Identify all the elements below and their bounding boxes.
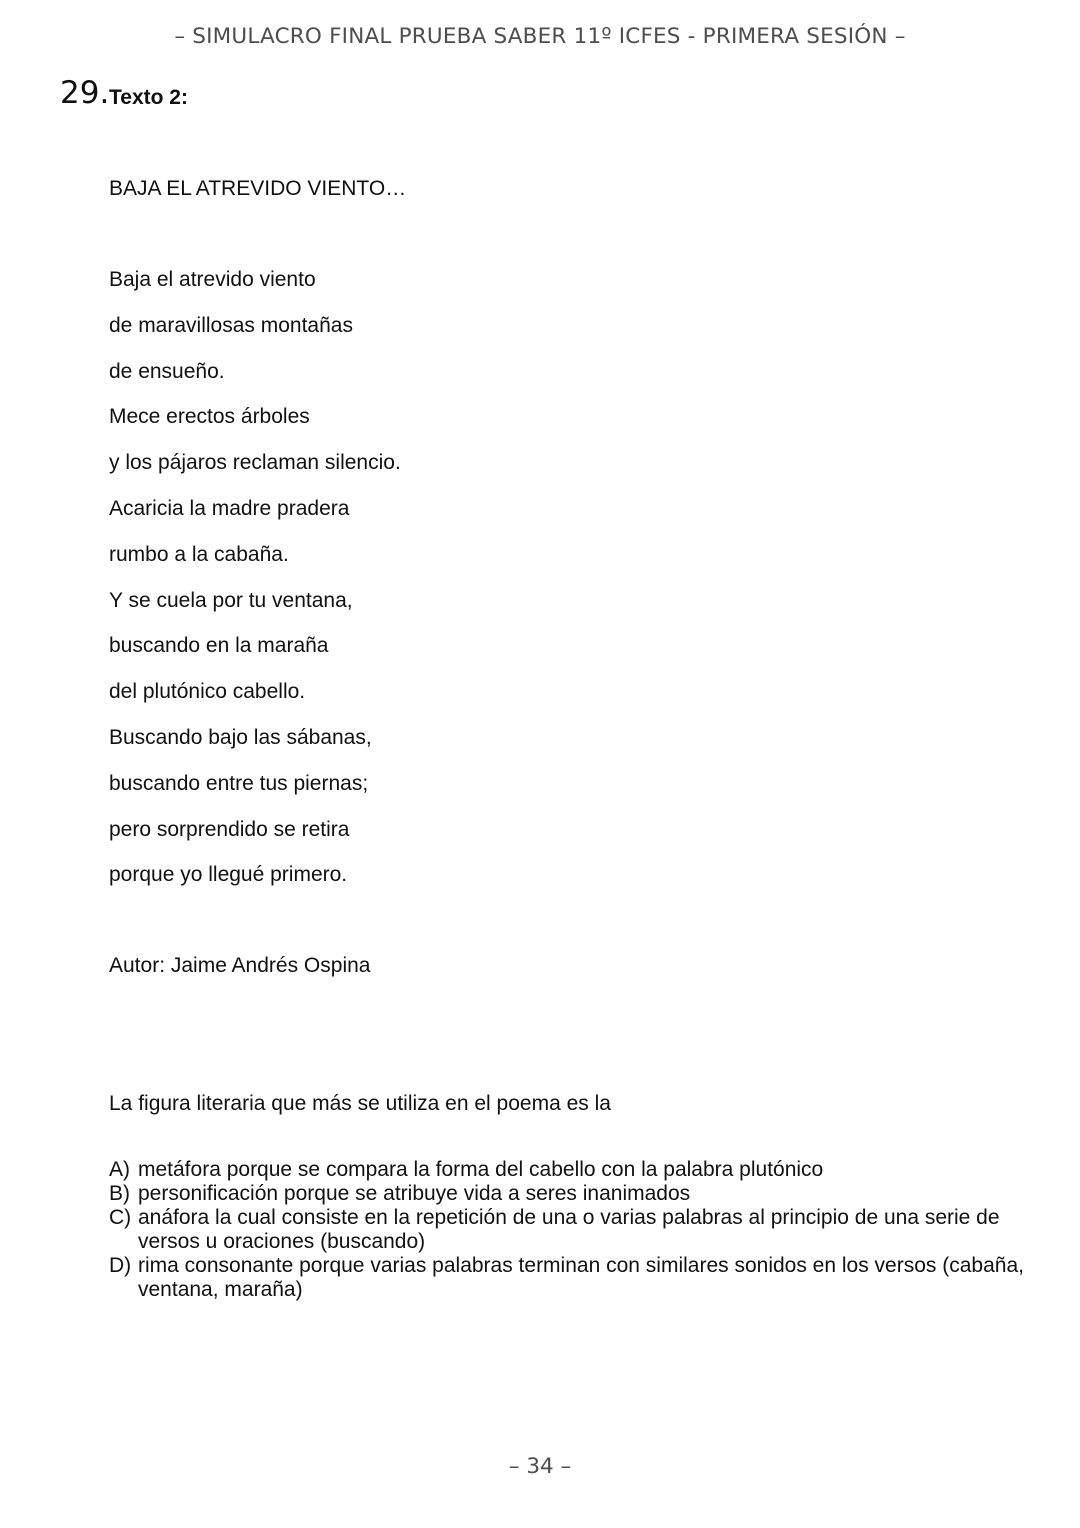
page-header: – SIMULACRO FINAL PRUEBA SABER 11º ICFES - PRIMERA SESIÓN – (174, 24, 906, 49)
poem-line: de maravillosas montañas (109, 313, 353, 337)
option-text: rima consonante porque varias palabras terminan con similares sonidos en los versos (cabaña, ventana, maraña) (138, 1254, 1024, 1301)
option-letter: B) (109, 1182, 130, 1205)
question-number: 29. (60, 75, 110, 111)
option-a[interactable] (109, 1158, 1029, 1182)
option-letter: C) (109, 1206, 132, 1229)
answer-options (109, 1158, 1029, 1302)
option-c[interactable] (109, 1206, 1029, 1254)
poem-line: Baja el atrevido viento (109, 268, 316, 291)
poem-line: Mece erectos árboles (109, 405, 310, 429)
poem-line: Y se cuela por tu ventana, (109, 588, 353, 612)
question-stem: La figura literaria que más se utiliza en el poema es la (109, 1092, 611, 1115)
poem-line: pero sorprendido se retira (109, 817, 350, 841)
poem-line: rumbo a la cabaña. (109, 542, 289, 566)
option-letter: A) (109, 1158, 130, 1181)
option-letter: D) (109, 1254, 132, 1277)
poem-author: Autor: Jaime Andrés Ospina (109, 954, 371, 977)
poem-line: Buscando bajo las sábanas, (109, 725, 372, 749)
page-number: – 34 – (508, 1454, 572, 1479)
poem-line: porque yo llegué primero. (109, 863, 348, 887)
text-label: Texto 2: (109, 86, 188, 109)
poem-line: del plutónico cabello. (109, 680, 306, 704)
poem-body (109, 268, 401, 909)
option-b[interactable] (109, 1182, 1029, 1206)
option-text: metáfora porque se compara la forma del cabello con la palabra plutónico (138, 1158, 824, 1181)
option-text: anáfora la cual consiste en la repetición de una o varias palabras al principio de una serie de versos u oraciones (buscando) (138, 1206, 1000, 1253)
poem-line: y los pájaros reclaman silencio. (109, 451, 401, 475)
option-text: personificación porque se atribuye vida a seres inanimados (138, 1182, 691, 1205)
poem-line: buscando entre tus piernas; (109, 771, 369, 795)
poem-line: buscando en la maraña (109, 634, 329, 658)
option-d[interactable] (109, 1254, 1029, 1302)
poem-line: Acaricia la madre pradera (109, 496, 350, 520)
poem-line: de ensueño. (109, 359, 225, 383)
poem-title: BAJA EL ATREVIDO VIENTO… (109, 177, 407, 200)
